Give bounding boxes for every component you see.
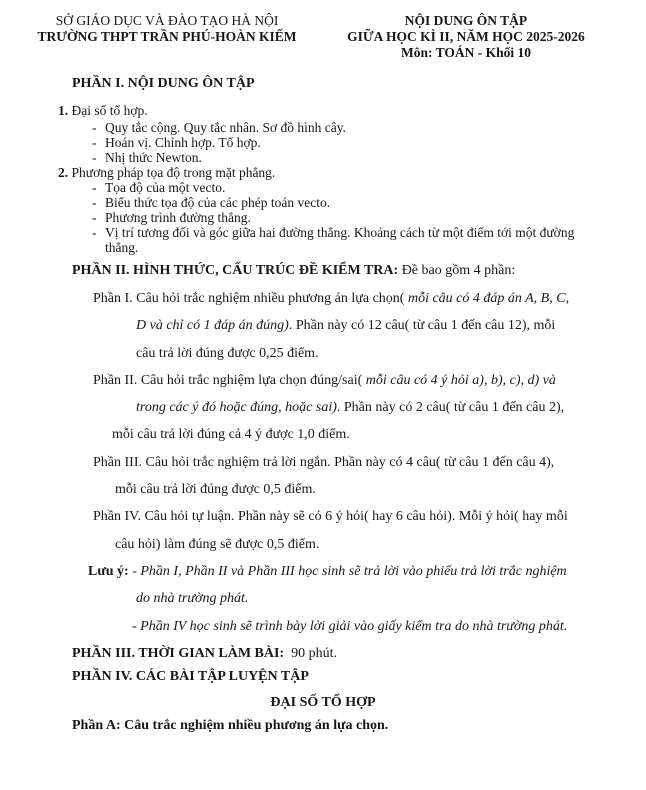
document-header [0, 13, 646, 61]
list-item-2-title: Phương pháp tọa độ trong mặt phẳng. [71, 165, 276, 180]
header-school-block [22, 13, 312, 61]
text-segment-italic: do nhà trường phát. [136, 591, 249, 607]
note-line3 [0, 618, 646, 645]
text-segment: Phần I. Câu hỏi trắc nghiệm nhiều phương án lựa chọn( [93, 291, 408, 306]
bullet-item [0, 120, 646, 135]
part4-heading-text: PHẦN IV. CÁC BÀI TẬP LUYỆN TẬP [72, 668, 309, 684]
part1-heading [0, 76, 646, 92]
bullet-item [0, 210, 646, 225]
list-item-1-number: 1. [58, 103, 69, 118]
bullet-text: Hoán vị. Chỉnh hợp. Tổ hợp. [105, 135, 261, 150]
text-segment: mỗi câu trả lời đúng được 0,5 điểm. [115, 482, 316, 498]
part3-heading-text: PHẦN III. THỜI GIAN LÀM BÀI: [72, 645, 285, 661]
paragraph-phan1-line2 [0, 317, 646, 344]
part-a-heading [0, 717, 646, 734]
paragraph-phan1-line1 [0, 290, 646, 317]
paragraph-phan1-line3 [0, 345, 646, 372]
part1-heading-text: PHẦN I. NỘI DUNG ÔN TẬP [72, 76, 255, 91]
part3-heading-tail: 90 phút. [284, 645, 337, 661]
part2-heading-text: PHẦN II. HÌNH THỨC, CẤU TRÚC ĐỀ KIỂM TRA: [72, 263, 399, 278]
text-segment: Phần II. Câu hỏi trắc nghiệm lựa chọn đúng/sai( [93, 372, 366, 388]
header-title-block [340, 13, 592, 61]
bullet-dash: - [92, 120, 97, 135]
part4-heading [0, 668, 646, 694]
text-segment-italic: D và chỉ có 1 đáp án đúng) [136, 318, 289, 334]
text-segment-italic: - Phần IV học sinh sẽ trình bày lời giải vào giấy kiểm tra do nhà trường phát. [132, 618, 568, 634]
paragraph-phan4-line1 [0, 508, 646, 535]
text-segment: Phần IV. Câu hỏi tự luận. Phần này sẽ có 6 ý hỏi( hay 6 câu hỏi). Mỗi ý hỏi( hay mỗi [93, 509, 568, 525]
note-line2 [0, 590, 646, 617]
text-segment: Phần III. Câu hỏi trắc nghiệm trả lời ngắn. Phần này có 4 câu( từ câu 1 đến câu 4), [93, 454, 555, 470]
list-item-1-title: Đại số tổ hợp. [71, 103, 148, 118]
school-name: TRƯỜNG THPT TRẦN PHÚ-HOÀN KIẾM [37, 29, 297, 44]
bullet-dash: - [92, 195, 97, 210]
bullet-dash: - [92, 210, 97, 225]
section-subtitle-text: ĐẠI SỐ TỔ HỢP [270, 694, 376, 710]
document-title: NỘI DUNG ÔN TẬP [404, 13, 528, 28]
document-subject: Môn: TOÁN - Khối 10 [400, 45, 532, 60]
bullet-item [0, 195, 646, 210]
bullet-dash: - [92, 150, 97, 165]
text-segment-italic: trong các ý đó hoặc đúng, hoặc sai) [136, 400, 337, 416]
bullet-text-wrap: thẳng. [105, 240, 139, 255]
document-term: GIỮA HỌC KÌ II, NĂM HỌC 2025-2026 [347, 29, 585, 44]
text-segment: câu hỏi) làm đúng sẽ được 0,5 điểm. [115, 536, 320, 552]
bullet-text: Nhị thức Newton. [105, 150, 202, 165]
text-segment: câu trả lời đúng được 0,25 điểm. [136, 345, 319, 361]
list-item-2-number: 2. [58, 165, 69, 180]
text-segment: . Phần này có 2 câu( từ câu 1 đến câu 2), [336, 400, 565, 416]
list-item-2 [0, 165, 646, 180]
note-line1 [0, 563, 646, 590]
bullet-item [0, 225, 646, 240]
paragraph-phan2-line2 [0, 399, 646, 426]
bullet-text: Phương trình đường thẳng. [105, 210, 251, 225]
bullet-item [0, 150, 646, 165]
part-a-heading-text: Phần A: Câu trắc nghiệm nhiều phương án lựa chọn. [72, 717, 389, 733]
bullet-item [0, 135, 646, 150]
bullet-text: Biểu thức tọa độ của các phép toán vecto. [105, 195, 331, 210]
section-subtitle [0, 694, 646, 717]
bullet-dash: - [92, 135, 97, 150]
paragraph-phan2-line1 [0, 372, 646, 399]
paragraph-phan3-line1 [0, 454, 646, 481]
text-segment-italic: mỗi câu có 4 đáp án A, B, C, [407, 291, 570, 306]
bullet-text: Vị trí tương đối và góc giữa hai đường thẳng. Khoảng cách từ một điểm tới một đường [105, 225, 575, 240]
bullet-item-wrap [0, 240, 646, 255]
bullet-dash: - [92, 180, 97, 195]
paragraph-phan2-line3 [0, 426, 646, 453]
bullet-dash: - [92, 225, 97, 240]
paragraph-phan4-line2 [0, 536, 646, 563]
part2-heading [0, 262, 646, 279]
text-segment: mỗi câu trả lời đúng cả 4 ý được 1,0 điểm. [112, 427, 350, 443]
text-segment: . Phần này có 12 câu( từ câu 1 đến câu 12), mỗi [288, 318, 556, 334]
part3-heading [0, 645, 646, 668]
bullet-text: Quy tắc cộng. Quy tắc nhân. Sơ đồ hình cây. [105, 120, 346, 135]
department-name: SỞ GIÁO DỤC VÀ ĐÀO TẠO HÀ NỘI [55, 13, 279, 28]
list-item-1 [0, 103, 646, 118]
bullet-item [0, 180, 646, 195]
paragraph-phan3-line2 [0, 481, 646, 508]
note-label: Lưu ý: [88, 563, 129, 579]
bullet-text: Tọa độ của một vecto. [105, 180, 226, 195]
text-segment-italic: - Phần I, Phần II và Phần III học sinh sẽ trả lời vào phiếu trả lời trắc nghiệm [128, 563, 567, 579]
text-segment-italic: mỗi câu có 4 ý hỏi a), b), c), d) và [365, 372, 556, 388]
part2-heading-tail: Đề bao gồm 4 phần: [398, 263, 516, 278]
